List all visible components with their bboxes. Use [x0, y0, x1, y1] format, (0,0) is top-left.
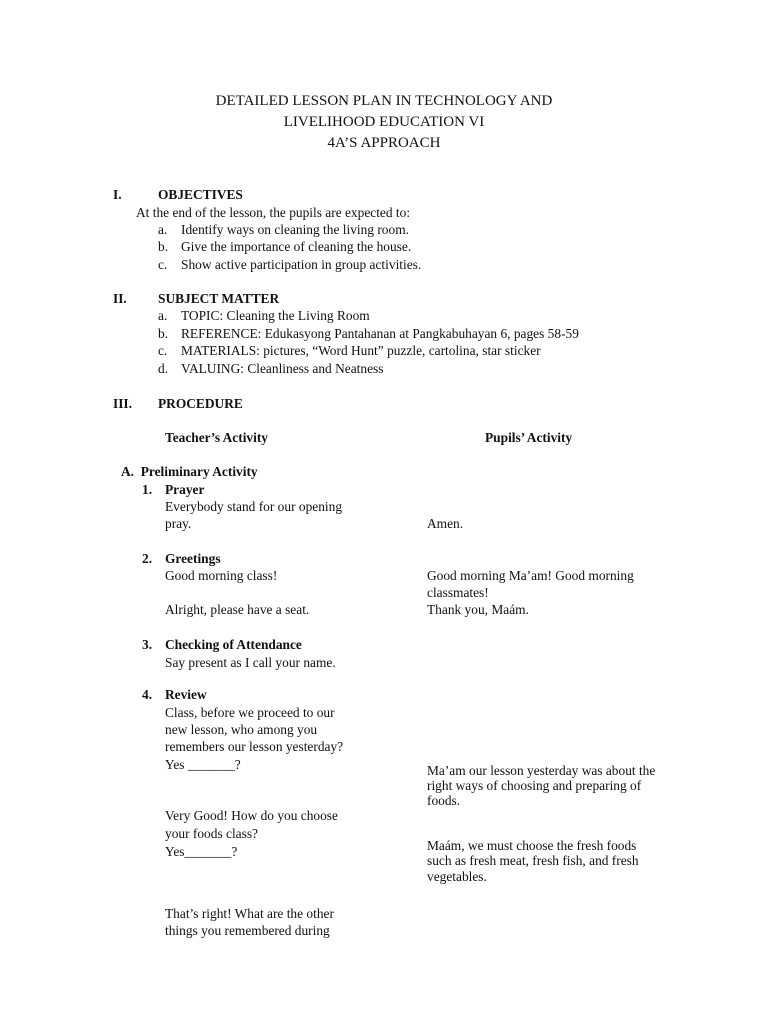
doc-title-line-3: 4A’S APPROACH — [327, 135, 441, 151]
objectives-intro: At the end of the lesson, the pupils are expected to: — [136, 205, 411, 220]
objective-marker: a. — [158, 222, 168, 237]
teacher-line: remembers our lesson yesterday? — [165, 739, 344, 754]
teacher-line: your foods class? — [165, 826, 258, 841]
subject-marker: a. — [158, 308, 168, 323]
teacher-line: Yes_______? — [165, 844, 238, 859]
pupil-line: Amen. — [427, 516, 464, 531]
objective-marker: c. — [158, 257, 168, 272]
teacher-line: Good morning class! — [165, 568, 278, 583]
subject-marker: c. — [158, 343, 168, 358]
objectives-numeral: I. — [113, 187, 122, 202]
teacher-line: Say present as I call your name. — [165, 655, 336, 670]
teacher-line: Class, before we proceed to our — [165, 705, 335, 720]
teacher-line: Everybody stand for our opening — [165, 499, 343, 514]
teacher-activity-header: Teacher’s Activity — [165, 430, 269, 445]
subject-item-reference: REFERENCE: Edukasyong Pantahanan at Pangkabuhayan 6, pages 58-59 — [181, 326, 579, 341]
teacher-line: Yes _______? — [165, 757, 241, 772]
pupil-line: foods. — [427, 793, 461, 808]
doc-title-line-2: LIVELIHOOD EDUCATION VI — [283, 114, 485, 130]
review-number: 4. — [142, 687, 153, 702]
teacher-line: Alright, please have a seat. — [165, 602, 310, 617]
subject-matter-heading: SUBJECT MATTER — [158, 291, 280, 306]
pupils-activity-header: Pupils’ Activity — [485, 430, 573, 445]
subject-item-valuing: VALUING: Cleanliness and Neatness — [181, 361, 384, 376]
subject-marker: d. — [158, 361, 169, 376]
teacher-line: That’s right! What are the other — [165, 906, 334, 921]
subject-item-materials: MATERIALS: pictures, “Word Hunt” puzzle, cartolina, star sticker — [181, 343, 541, 358]
teacher-line: things you remembered during — [165, 923, 330, 938]
review-label: Review — [165, 687, 207, 702]
greetings-label: Greetings — [165, 551, 221, 566]
prayer-number: 1. — [142, 482, 153, 497]
procedure-numeral: III. — [113, 396, 132, 411]
teacher-line: new lesson, who among you — [165, 722, 318, 737]
pupil-line: classmates! — [427, 585, 489, 600]
objective-item: Show active participation in group activities. — [181, 257, 422, 272]
attendance-number: 3. — [142, 637, 153, 652]
preliminary-activity-heading: A. Preliminary Activity — [121, 464, 258, 479]
pupil-line: vegetables. — [427, 869, 487, 884]
objectives-heading: OBJECTIVES — [158, 187, 243, 202]
prayer-label: Prayer — [165, 482, 205, 497]
procedure-heading: PROCEDURE — [158, 396, 243, 411]
pupil-line: right ways of choosing and preparing of — [427, 778, 642, 793]
objective-item: Identify ways on cleaning the living room. — [181, 222, 409, 237]
pupil-line: Good morning Ma’am! Good morning — [427, 568, 634, 583]
objective-item: Give the importance of cleaning the house. — [181, 239, 412, 254]
pupil-line: Maám, we must choose the fresh foods — [427, 838, 637, 853]
subject-item-topic: TOPIC: Cleaning the Living Room — [181, 308, 370, 323]
teacher-line: Very Good! How do you choose — [165, 808, 338, 823]
pupil-line: Ma’am our lesson yesterday was about the — [427, 763, 656, 778]
pupil-line: Thank you, Maám. — [427, 602, 529, 617]
greetings-number: 2. — [142, 551, 153, 566]
doc-title-line-1: DETAILED LESSON PLAN IN TECHNOLOGY AND — [215, 93, 553, 109]
objective-marker: b. — [158, 239, 169, 254]
pupil-line: such as fresh meat, fresh fish, and fresh — [427, 853, 639, 868]
subject-matter-numeral: II. — [113, 291, 127, 306]
teacher-line: pray. — [165, 516, 192, 531]
attendance-label: Checking of Attendance — [165, 637, 302, 652]
subject-marker: b. — [158, 326, 169, 341]
